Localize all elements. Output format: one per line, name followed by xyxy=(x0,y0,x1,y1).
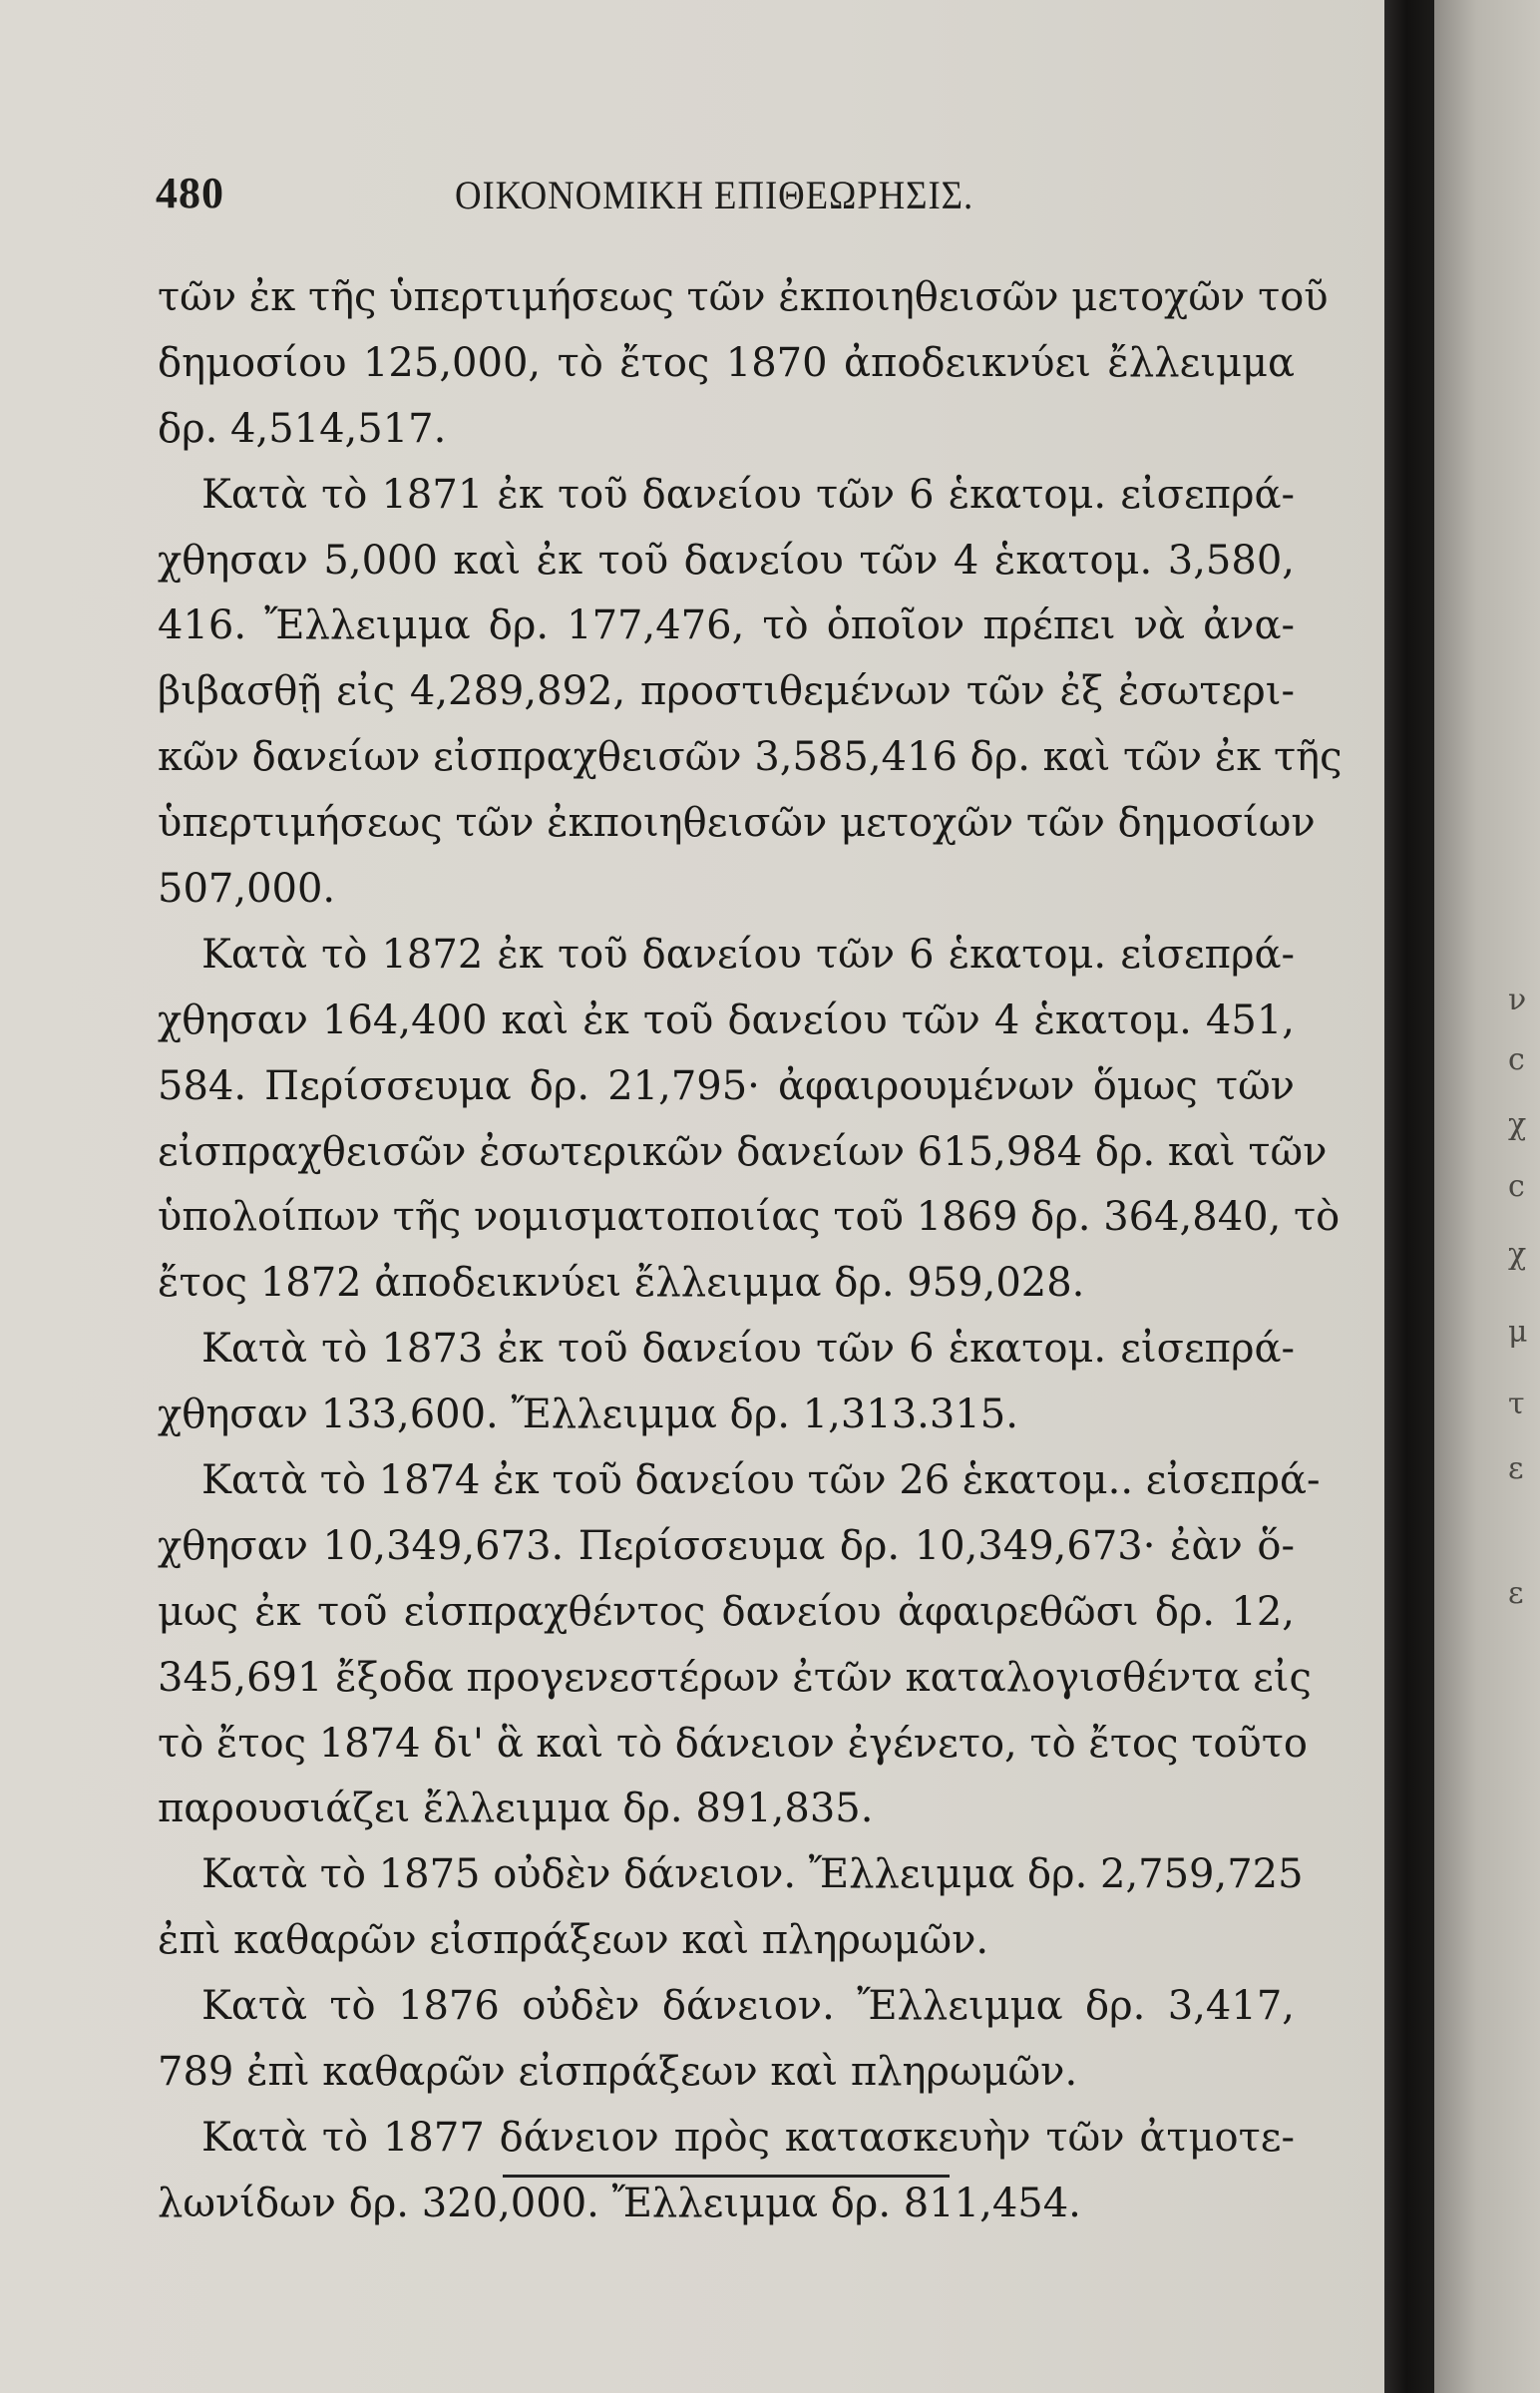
text-line: ὑπολοίπων τῆς νομισματοποιίας τοῦ 1869 δρ. 364,840, τὸ xyxy=(158,1194,1341,1241)
text-line: Κατὰ τὸ 1871 ἐκ τοῦ δανείου τῶν 6 ἑκατομ. εἰσεπρά- xyxy=(201,471,1295,518)
text-line: βιβασθῇ εἰς 4,289,892, προστιθεμένων τῶν ἐξ ἐσωτερι- xyxy=(158,668,1295,715)
next-page-fragment: χ xyxy=(1508,1237,1527,1272)
text-line: Κατὰ τὸ 1877 δάνειον πρὸς κατασκευὴν τῶν ἀτμοτε- xyxy=(201,2114,1295,2161)
next-page-fragment: μ xyxy=(1508,1315,1528,1350)
text-line: Κατὰ τὸ 1872 ἐκ τοῦ δανείου τῶν 6 ἑκατομ. εἰσεπρά- xyxy=(201,931,1295,978)
text-line: παρουσιάζει ἔλλειμμα δρ. 891,835. xyxy=(158,1786,874,1832)
next-page-fragment: τ xyxy=(1508,1387,1525,1421)
text-line: μως ἐκ τοῦ εἰσπραχθέντος δανείου ἀφαιρεθῶσι δρ. 12, xyxy=(158,1588,1295,1635)
running-title: ΟΙΚΟΝΟΜΙΚΗ ΕΠΙΘΕΩΡΗΣΙΣ. xyxy=(455,173,974,217)
text-line: χθησαν 5,000 καὶ ἐκ τοῦ δανείου τῶν 4 ἑκατομ. 3,580, xyxy=(158,537,1295,584)
text-line: Κατὰ τὸ 1875 οὐδὲν δάνειον. Ἔλλειμμα δρ. 2,759,725 xyxy=(201,1851,1304,1898)
body-text xyxy=(158,265,1343,2237)
text-line: ὑπερτιμήσεως τῶν ἐκποιηθεισῶν μετοχῶν τῶν δημοσίων xyxy=(158,800,1316,847)
text-line: Κατὰ τὸ 1876 οὐδὲν δάνειον. Ἔλλειμμα δρ. 3,417, xyxy=(201,1983,1295,2030)
next-page-edge xyxy=(1434,0,1540,2393)
text-line: χθησαν 164,400 καὶ ἐκ τοῦ δανείου τῶν 4 ἑκατομ. 451, xyxy=(158,997,1295,1043)
text-line: εἰσπραχθεισῶν ἐσωτερικῶν δανείων 615,984 δρ. καὶ τῶν xyxy=(158,1128,1328,1175)
text-line: 416. Ἔλλειμμα δρ. 177,476, τὸ ὁποῖον πρέπει νὰ ἀνα- xyxy=(158,602,1295,649)
next-page-fragment: c xyxy=(1508,1042,1525,1077)
end-rule xyxy=(503,2175,950,2178)
page-header xyxy=(0,168,1386,227)
next-page-fragment: ε xyxy=(1508,1451,1524,1486)
text-line: 507,000. xyxy=(158,866,336,913)
text-line: 345,691 ἔξοδα προγενεστέρων ἐτῶν καταλογισθέντα εἰς xyxy=(158,1654,1312,1701)
next-page-fragment: χ xyxy=(1508,1107,1527,1142)
text-line: λωνίδων δρ. 320,000. Ἔλλειμμα δρ. 811,454. xyxy=(158,2180,1081,2226)
text-line: κῶν δανείων εἰσπραχθεισῶν 3,585,416 δρ. καὶ τῶν ἐκ τῆς xyxy=(158,734,1343,781)
text-line: χθησαν 10,349,673. Περίσσευμα δρ. 10,349,673· ἐὰν ὅ- xyxy=(158,1522,1295,1569)
text-line: Κατὰ τὸ 1874 ἐκ τοῦ δανείου τῶν 26 ἑκατομ.. εἰσεπρά- xyxy=(201,1457,1321,1504)
text-line: 789 ἐπὶ καθαρῶν εἰσπράξεων καὶ πληρωμῶν. xyxy=(158,2049,1078,2096)
text-line: Κατὰ τὸ 1873 ἐκ τοῦ δανείου τῶν 6 ἑκατομ. εἰσεπρά- xyxy=(201,1326,1295,1373)
text-line: ἔτος 1872 ἀποδεικνύει ἔλλειμμα δρ. 959,028. xyxy=(158,1260,1085,1307)
next-page-fragment: ν xyxy=(1508,983,1527,1017)
text-line: δημοσίου 125,000, τὸ ἔτος 1870 ἀποδεικνύει ἔλλειμμα xyxy=(158,339,1295,386)
text-line: ἐπὶ καθαρῶν εἰσπράξεων καὶ πληρωμῶν. xyxy=(158,1917,989,1964)
next-page-fragment: ε xyxy=(1508,1576,1524,1611)
text-line: τὸ ἔτος 1874 δι' ἃ καὶ τὸ δάνειον ἐγένετο, τὸ ἔτος τοῦτο xyxy=(158,1720,1308,1767)
text-line: τῶν ἐκ τῆς ὑπερτιμήσεως τῶν ἐκποιηθεισῶν μετοχῶν τοῦ xyxy=(158,274,1329,320)
book-gutter xyxy=(1384,0,1434,2393)
text-line: 584. Περίσσευμα δρ. 21,795· ἀφαιρουμένων ὅμως τῶν xyxy=(158,1062,1295,1109)
text-line: δρ. 4,514,517. xyxy=(158,405,447,452)
text-line: χθησαν 133,600. Ἔλλειμμα δρ. 1,313.315. xyxy=(158,1392,1018,1438)
page-number: 480 xyxy=(156,169,224,217)
next-page-fragment: c xyxy=(1508,1169,1525,1204)
